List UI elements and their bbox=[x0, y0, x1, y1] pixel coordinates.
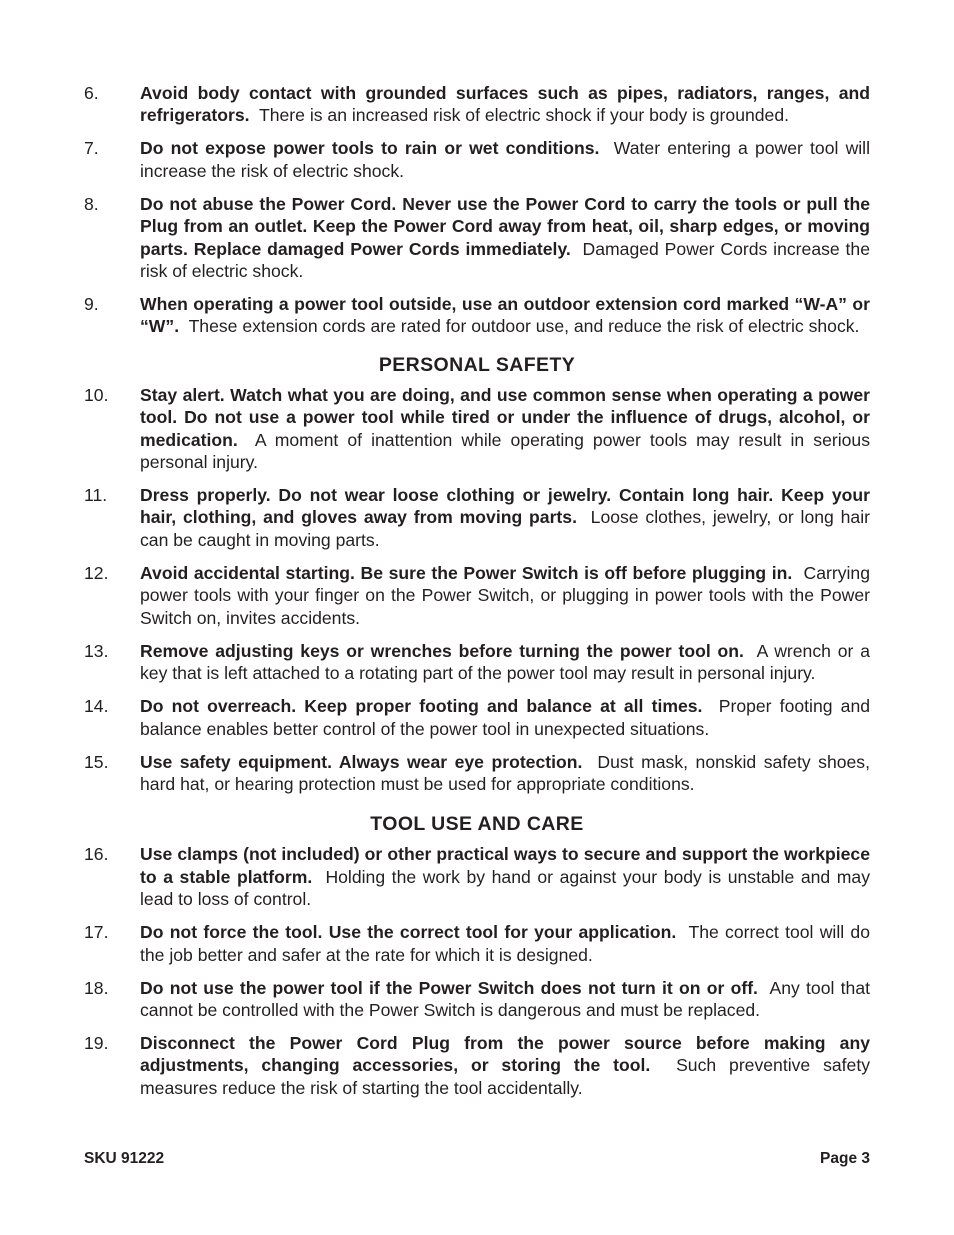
item-plain-text: Water entering a power tool will increase the risk of electric shock. bbox=[140, 138, 871, 181]
item-text bbox=[140, 293, 870, 338]
item-bold-text: Do not expose power tools to rain or wet conditions. bbox=[140, 138, 600, 159]
page-number: Page 3 bbox=[820, 1150, 870, 1167]
item-bold-text: Stay alert. Watch what you are doing, and use common sense when operating a power tool. Do not use a power tool while tired or under the influence of drugs, alcohol, or medication. bbox=[140, 384, 870, 450]
item-plain-text: Such preventive safety measures reduce the risk of starting the tool accidentally. bbox=[140, 1055, 871, 1098]
item-text bbox=[140, 562, 870, 629]
list-item bbox=[84, 751, 870, 796]
section-heading: TOOL USE AND CARE bbox=[370, 813, 584, 836]
list-item bbox=[84, 193, 870, 283]
list-item bbox=[84, 384, 870, 474]
section-personal-safety bbox=[84, 354, 870, 795]
list-item bbox=[84, 137, 870, 182]
item-text bbox=[140, 384, 870, 474]
item-plain-text: Loose clothes, jewelry, or long hair can be caught in moving parts. bbox=[140, 507, 870, 550]
sku-label: SKU 91222 bbox=[84, 1150, 165, 1167]
section-power-cord bbox=[84, 82, 870, 338]
item-text bbox=[140, 193, 870, 283]
item-text bbox=[140, 137, 870, 182]
item-number: 7. bbox=[84, 138, 99, 159]
list-item bbox=[84, 484, 870, 551]
list-item bbox=[84, 293, 870, 338]
item-plain-text: Carrying power tools with your finger on the Power Switch, or plugging in power tools with the Power Switch on, invites accidents. bbox=[140, 562, 870, 628]
section-heading: PERSONAL SAFETY bbox=[378, 353, 576, 376]
item-plain-text: There is an increased risk of electric shock if your body is grounded. bbox=[258, 105, 790, 126]
item-number: 19. bbox=[84, 1032, 109, 1053]
item-bold-text: Do not force the tool. Use the correct tool for your application. bbox=[140, 922, 677, 943]
list-item bbox=[84, 843, 870, 910]
list-item bbox=[84, 977, 870, 1022]
list-item bbox=[84, 82, 870, 127]
item-number: 6. bbox=[84, 83, 99, 103]
item-bold-text: Dress properly. Do not wear loose clothing or jewelry. Contain long hair. Keep your hair, clothing, and gloves away from moving parts. bbox=[140, 485, 870, 528]
item-bold-text: Do not use the power tool if the Power Switch does not turn it on or off. bbox=[140, 977, 758, 998]
item-bold-text: Disconnect the Power Cord Plug from the power source before making any adjustments, changing accessories, or storing the tool. bbox=[140, 1032, 870, 1076]
item-text bbox=[140, 751, 870, 796]
item-bold-text: Remove adjusting keys or wrenches before turning the power tool on. bbox=[140, 640, 744, 661]
item-plain-text: Proper footing and balance enables better control of the power tool in unexpected situations. bbox=[140, 696, 871, 739]
item-plain-text: Dust mask, nonskid safety shoes, hard hat, or hearing protection must be used for appropriate conditions. bbox=[140, 751, 870, 794]
item-number: 14. bbox=[84, 696, 109, 717]
item-bold-text: Use safety equipment. Always wear eye protection. bbox=[140, 751, 583, 772]
item-text bbox=[140, 921, 870, 966]
list-item bbox=[84, 921, 870, 966]
item-text bbox=[140, 484, 870, 551]
item-bold-text: Do not overreach. Keep proper footing and balance at all times. bbox=[140, 696, 703, 717]
item-bold-text: When operating a power tool outside, use an outdoor extension cord marked “W-A” or “W”. bbox=[140, 294, 870, 337]
item-plain-text: Any tool that cannot be controlled with the Power Switch is dangerous and must be replaced. bbox=[140, 977, 870, 1020]
list-item bbox=[84, 1032, 870, 1099]
item-number: 16. bbox=[84, 844, 109, 865]
item-bold-text: Avoid accidental starting. Be sure the Power Switch is off before plugging in. bbox=[140, 562, 793, 583]
list-item bbox=[84, 695, 870, 740]
item-number: 8. bbox=[84, 193, 99, 214]
item-text bbox=[140, 977, 870, 1022]
item-bold-text: Do not abuse the Power Cord. Never use the Power Cord to carry the tools or pull the Plug from an outlet. Keep the Power Cord away from heat, oil, sharp edges, or moving parts. Replace damaged Power Cords immediately. bbox=[140, 193, 870, 259]
list-item bbox=[84, 562, 870, 629]
item-number: 18. bbox=[84, 977, 109, 998]
item-plain-text: Damaged Power Cords increase the risk of electric shock. bbox=[140, 238, 870, 282]
item-number: 10. bbox=[84, 384, 109, 405]
item-text bbox=[140, 695, 870, 740]
item-plain-text: A moment of inattention while operating power tools may result in serious personal injury. bbox=[140, 429, 870, 473]
document-body bbox=[84, 82, 870, 1110]
page-footer bbox=[84, 1150, 870, 1168]
item-number: 9. bbox=[84, 294, 99, 315]
item-plain-text: Holding the work by hand or against your body is unstable and may lead to loss of control. bbox=[140, 866, 870, 910]
list-item bbox=[84, 640, 870, 685]
item-number: 11. bbox=[84, 485, 108, 506]
item-number: 17. bbox=[84, 922, 109, 943]
item-number: 13. bbox=[84, 640, 109, 661]
item-plain-text: These extension cords are rated for outdoor use, and reduce the risk of electric shock. bbox=[188, 316, 860, 337]
item-plain-text: The correct tool will do the job better and safer at the rate for which it is designed. bbox=[140, 922, 870, 965]
item-number: 15. bbox=[84, 751, 109, 772]
item-bold-text: Avoid body contact with grounded surfaces such as pipes, radiators, ranges, and refrigerators. bbox=[140, 83, 870, 126]
item-bold-text: Use clamps (not included) or other practical ways to secure and support the workpiece to a stable platform. bbox=[140, 844, 870, 887]
item-text bbox=[140, 1032, 870, 1099]
item-number: 12. bbox=[84, 562, 109, 583]
item-text bbox=[140, 82, 870, 127]
item-text bbox=[140, 843, 870, 910]
item-text bbox=[140, 640, 870, 685]
item-plain-text: A wrench or a key that is left attached to a rotating part of the power tool may result in personal injury. bbox=[140, 640, 870, 684]
section-tool-use-and-care bbox=[84, 813, 870, 1099]
